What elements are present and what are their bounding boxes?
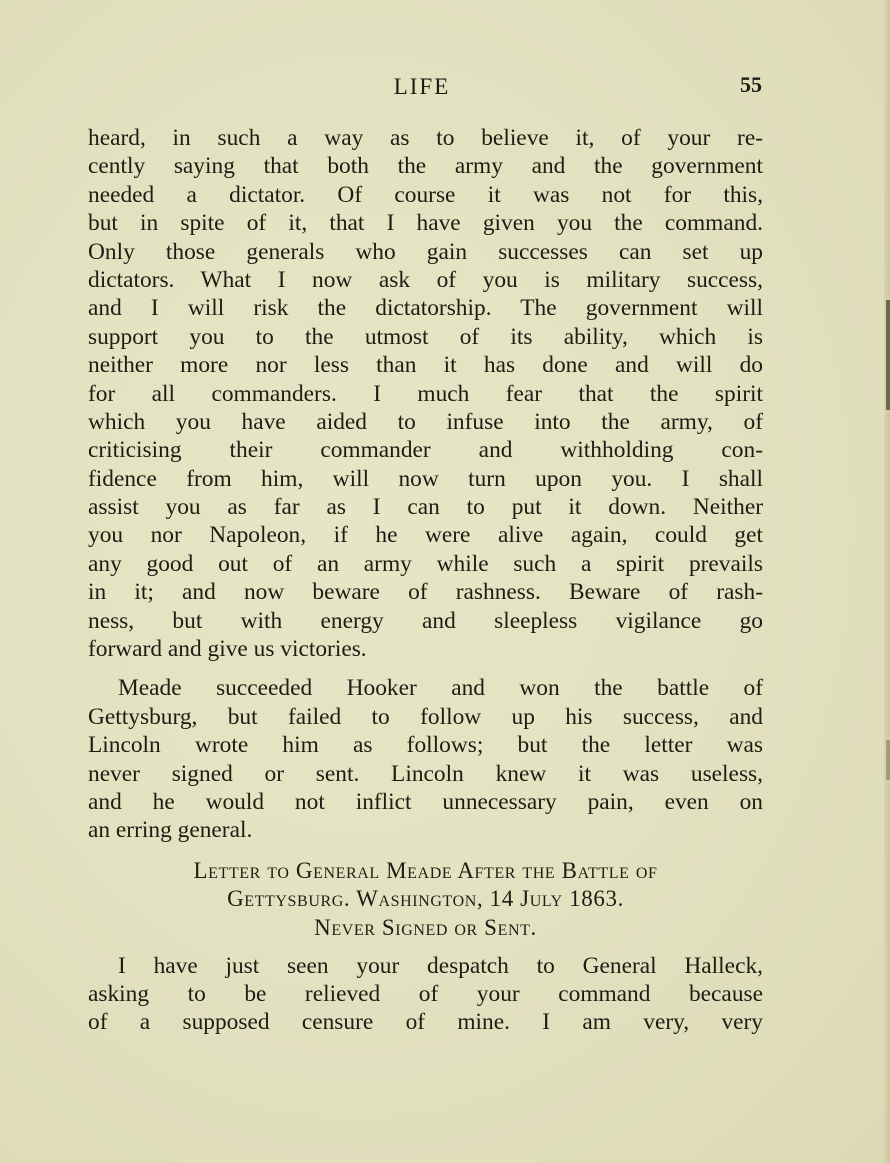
text-line: and I will risk the dictatorship. The government will <box>88 295 763 322</box>
heading-line: Never Signed or Sent. <box>314 914 537 940</box>
text-line: assist you as far as I can to put it down. Neither <box>88 494 763 521</box>
text-line: Only those generals who gain successes can set up <box>88 238 763 265</box>
text-line: any good out of an army while such a spirit prevails <box>88 550 763 577</box>
page-edge-shadow <box>886 300 890 410</box>
text-line: but in spite of it, that I have given you the command. <box>88 210 763 237</box>
text-line: Lincoln wrote him as follows; but the letter was <box>88 732 763 759</box>
text-line: criticising their commander and withholding con- <box>88 437 763 464</box>
text-line: you nor Napoleon, if he were alive again, could get <box>88 522 763 549</box>
text-line: and he would not inflict unnecessary pain, even on <box>88 788 763 815</box>
text-line: in it; and now beware of rashness. Beware of rash- <box>88 579 763 606</box>
text-line: for all commanders. I much fear that the spirit <box>88 380 763 407</box>
running-title: LIFE <box>393 74 451 99</box>
text-line: needed a dictator. Of course it was not for this, <box>88 181 763 208</box>
heading-line: Letter to General Meade After the Battle of <box>193 857 658 883</box>
text-line: heard, in such a way as to believe it, of your re- <box>88 125 763 151</box>
page-header <box>0 74 890 104</box>
text-line: dictators. What I now ask of you is military success, <box>88 266 763 293</box>
text-line: an erring general. <box>88 817 253 844</box>
page-edge-shadow <box>886 740 890 780</box>
text-line: fidence from him, will now turn upon you. I shall <box>88 465 763 492</box>
text-line: forward and give us victories. <box>88 636 367 663</box>
text-line: cently saying that both the army and the government <box>88 153 763 180</box>
text-line: support you to the utmost of its ability, which is <box>88 323 763 350</box>
heading-line: Gettysburg. Washington, 14 July 1863. <box>227 886 624 912</box>
paragraph-spacer <box>88 663 763 674</box>
paragraph-letter-body <box>88 952 763 1037</box>
text-line: never signed or sent. Lincoln knew it was useless, <box>88 760 763 787</box>
text-line: asking to be relieved of your command because <box>88 980 763 1007</box>
text-line: Meade succeeded Hooker and won the battle of <box>118 675 763 702</box>
body-text <box>88 124 763 1037</box>
paragraph-letter-continuation <box>88 124 763 663</box>
text-line: ness, but with energy and sleepless vigilance go <box>88 607 763 634</box>
text-line: of a supposed censure of mine. I am very, very <box>88 1009 763 1036</box>
text-line: I have just seen your despatch to General Halleck, <box>118 952 763 979</box>
page-number: 55 <box>740 72 762 97</box>
text-line: which you have aided to infuse into the army, of <box>88 408 763 435</box>
section-spacer <box>88 845 763 857</box>
section-spacer <box>88 943 763 952</box>
page-edge <box>884 0 890 1163</box>
letter-heading <box>88 857 763 943</box>
text-line: Gettysburg, but failed to follow up his success, and <box>88 703 763 730</box>
paragraph-meade-narrative <box>88 674 763 844</box>
text-line: neither more nor less than it has done and will do <box>88 352 763 379</box>
